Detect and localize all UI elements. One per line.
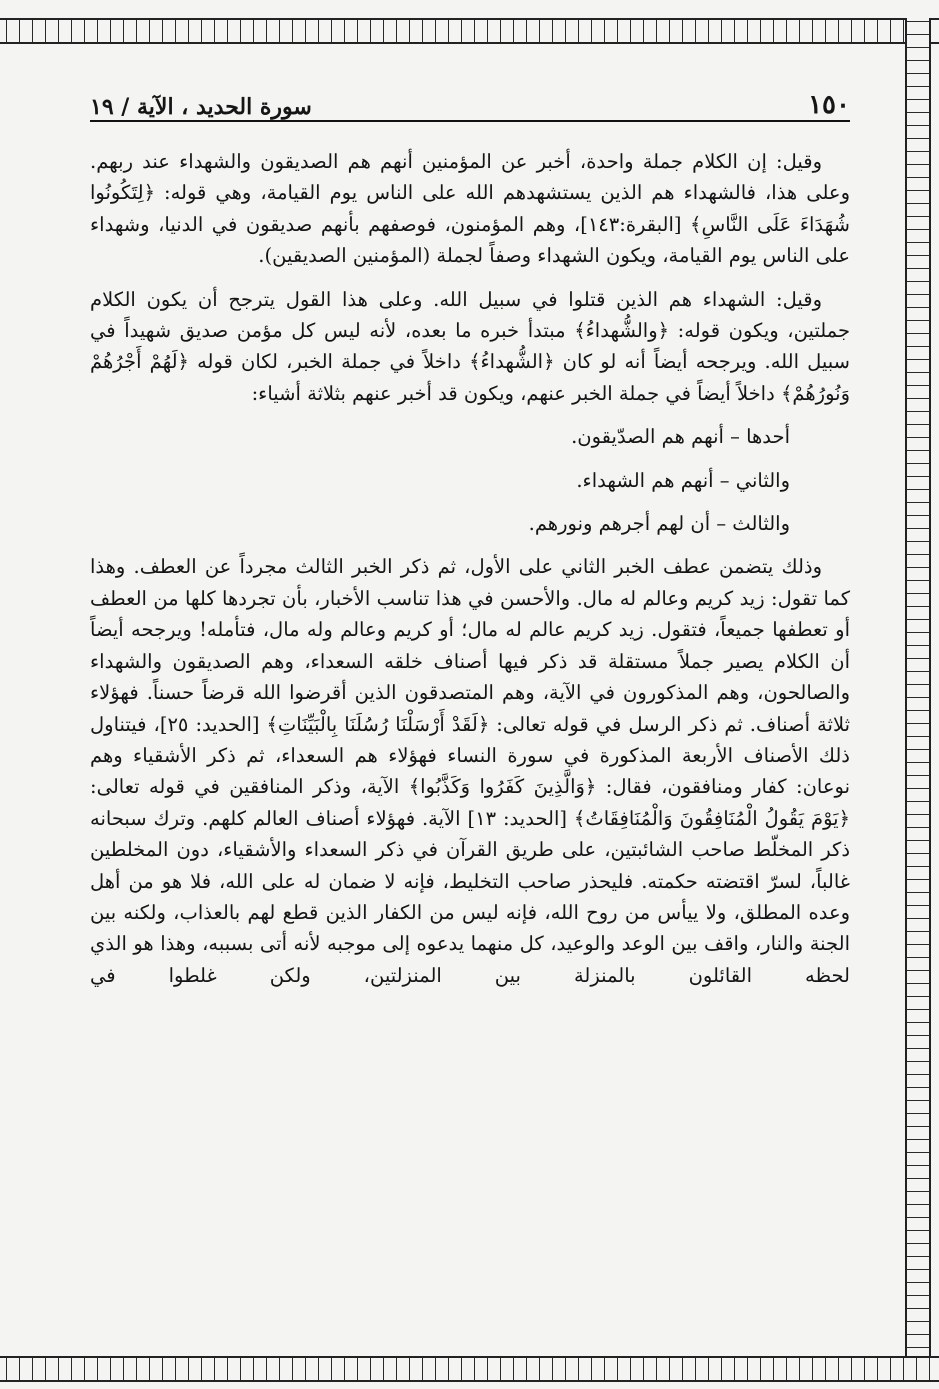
list-item-2: والثاني – أنهم هم الشهداء. [576, 468, 790, 492]
list-item-3: والثالث – أن لهم أجرهم ونورهم. [528, 512, 790, 536]
paragraph-1: وقيل: إن الكلام جملة واحدة، أخبر عن المؤمنين أنهم هم الصديقون والشهداء عند ربهم. وعلى هذا، فالشهداء هم الذين يستشهدهم الله على الناس يوم القيامة، وهي قوله: ﴿لِتَكُونُوا شُهَدَاءَ عَلَى النَّاسِ﴾ [البقرة:١٤٣]، وهم المؤمنون، فوصفهم بأنهم صديقون في الدنيا، وشهداء على الناس يوم القيامة، ويكون الشهداء وصفاً لجملة (المؤمنين الصديقين). [90, 150, 850, 268]
decorative-border-bottom [0, 1356, 939, 1382]
page-body [90, 146, 850, 1003]
page-header [90, 80, 850, 122]
list-item-1: أحدها – أنهم هم الصدّيقون. [571, 425, 790, 449]
decorative-border-right [905, 18, 931, 1380]
decorative-border-top [0, 18, 939, 44]
paragraph-3: وذلك يتضمن عطف الخبر الثاني على الأول، ثم ذكر الخبر الثالث مجرداً عن العطف. وهذا كما تقول: زيد كريم وعالم له مال. والأحسن في هذا تناسب الأخبار، بأن تجردها كلها من العطف أو تعطفها جميعاً، فتقول. زيد كريم عالم له مال؛ أو كريم وعالم وله مال، فتأمله! ويرجحه أيضاً أن الكلام يصير جملاً مستقلة قد ذكر فيها أصناف خلقه السعداء، وهم الصديقون والشهداء والصالحون، وهم المذكورون في الآية، وهم المتصدقون الذين أقرضوا الله قرضاً حسناً. فهؤلاء ثلاثة أصناف. ثم ذكر الرسل في قوله تعالى: ﴿لَقَدْ أَرْسَلْنَا رُسُلَنَا بِالْبَيِّنَاتِ﴾ [الحديد: ٢٥]، فيتناول ذلك الأصناف الأربعة المذكورة في سورة النساء فهؤلاء هم السعداء، ثم ذكر الأشقياء وهم نوعان: كفار ومنافقون، فقال: ﴿وَالَّذِينَ كَفَرُوا وَكَذَّبُوا﴾ الآية، وذكر المنافقين في قوله تعالى: ﴿يَوْمَ يَقُولُ الْمُنَافِقُونَ وَالْمُنَافِقَاتُ﴾ [الحديد: ١٣] الآية. فهؤلاء أصناف العالم كلهم. وترك سبحانه ذكر المخلّط صاحب الشائبتين، على طريق القرآن في ذكر السعداء والأشقياء، دون المخلطين غالباً، لسرّ اقتضته حكمته. فليحذر صاحب التخليط، فإنه لا ضمان له على الله، فلا هو من أهل وعده المطلق، ولا ييأس من روح الله، فإنه ليس من الكفار الذين قطع لهم بالعذاب، ولكنه بين الجنة والنار، واقف بين الوعد والوعيد، كل منهما يدعوه إلى موجبه لأنه أتى بسببه، وهذا هو الذي لحظه القائلون بالمنزلة بين المنزلتين، ولكن غلطوا في [90, 555, 851, 987]
paragraph-2: وقيل: الشهداء هم الذين قتلوا في سبيل الله. وعلى هذا القول يترجح أن يكون الكلام جملتين، ويكون قوله: ﴿والشُّهداءُ﴾ مبتدأ خبره ما بعده، لأنه ليس كل مؤمن صديق شهيداً في سبيل الله. ويرجحه أيضاً أنه لو كان ﴿الشُّهداءُ﴾ داخلاً في جملة الخبر، لكان قوله ﴿لَهُمْ أَجْرُهُمْ وَنُورُهُمْ﴾ داخلاً أيضاً في جملة الخبر عنهم، ويكون قد أخبر عنهم بثلاثة أشياء: [90, 287, 850, 405]
page-number: ١٥٠ [808, 90, 850, 120]
running-title: سورة الحديد ، الآية / ١٩ [90, 94, 312, 120]
